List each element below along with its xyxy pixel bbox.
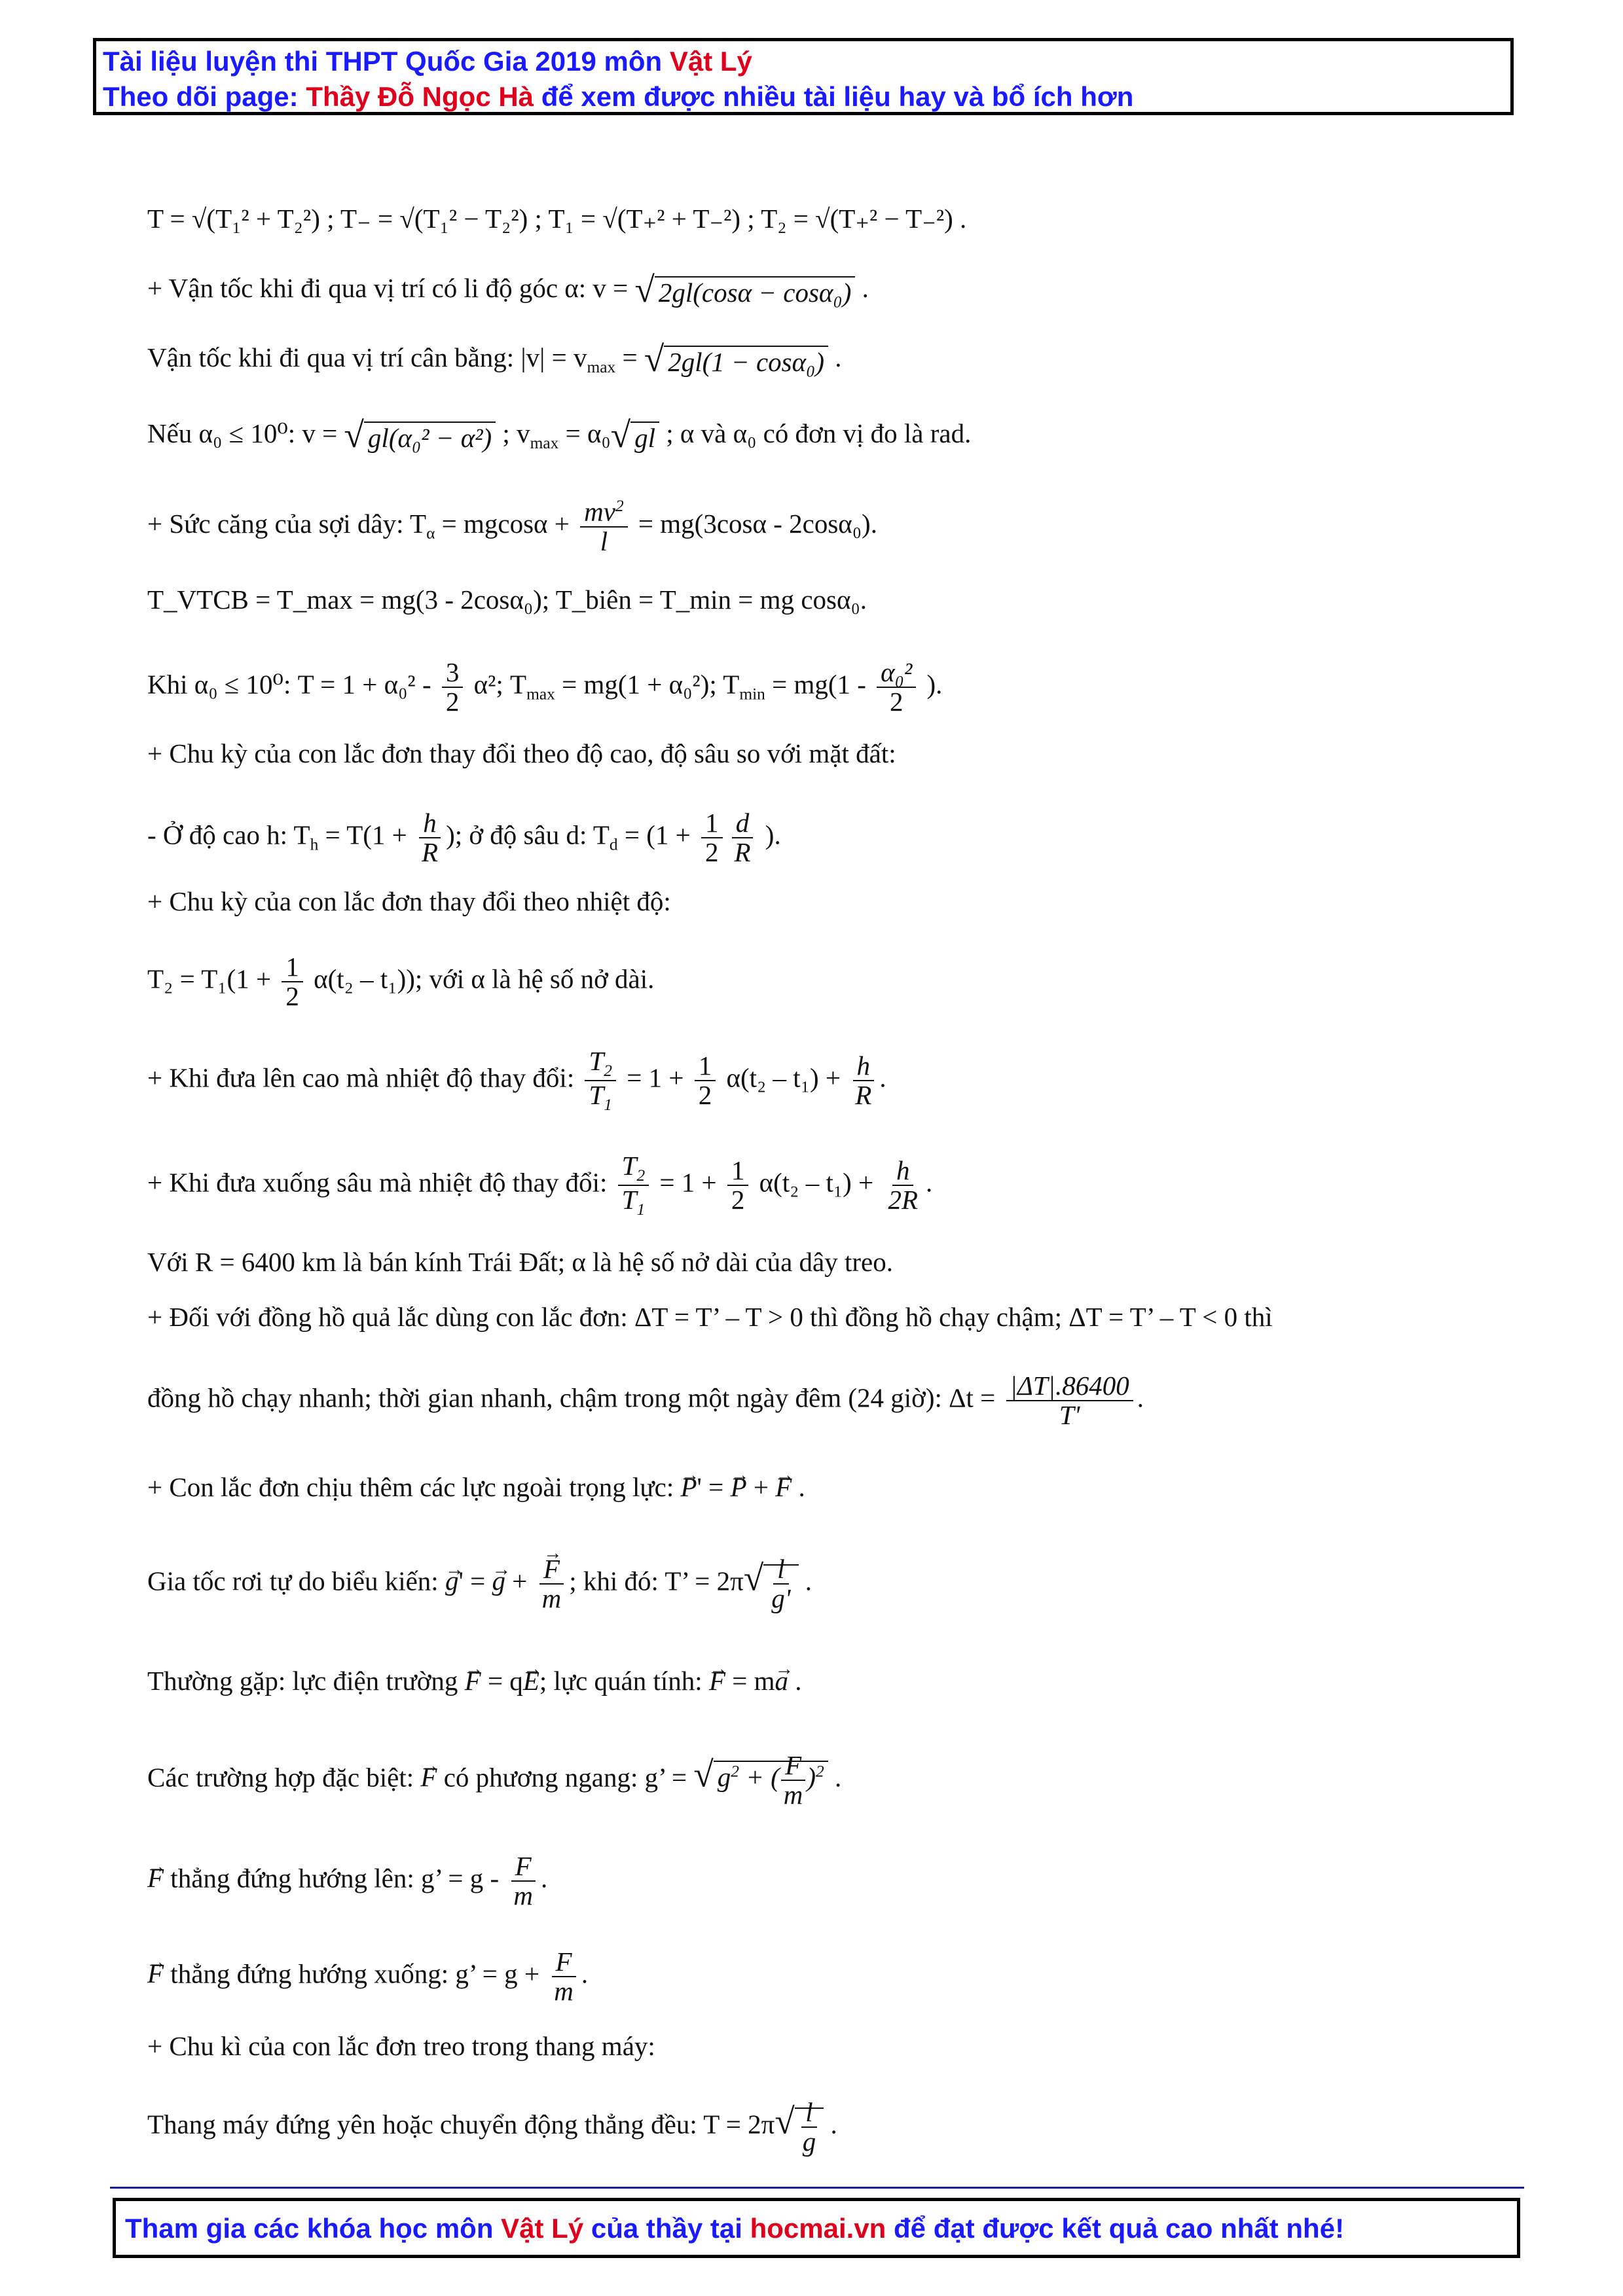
footer-divider	[110, 2187, 1524, 2189]
velocity-equilibrium: Vận tốc khi đi qua vị trí cân bằng: $|v| = v_{max}$ = √ 2gl(1 − cosα₀) .	[147, 338, 842, 379]
altitude-depth-formula: - Ở độ cao h: $T_h = T(1$ + $\frac{h}{R}$ ); ở độ sâu d: $T_d = (1$ + $\frac{1}{2}$ $\frac{d}{R}$ ).	[147, 808, 781, 868]
page-footer: Tham gia các khóa học môn Vật Lý của thầy tại hocmai.vn để đạt được kết quả cao nhất nhé!	[113, 2198, 1520, 2258]
apparent-gravity: Gia tốc rơi tự do biểu kiến: → g' = → g + → $\frac{F}{m}$ ; khi đó: T’ = 2π√ $\frac{l}{g'}$ .	[147, 1555, 812, 1613]
velocity-small-angle: Nếu α₀ ≤ 10⁰: v = √ gl(α₀² − α²) ; $v_{max} = \alpha_0√$ gl ; α và α₀ có đơn vị đo là rad.	[147, 414, 972, 455]
tension-small-angle: Khi α₀ ≤ 10⁰: T = 1 + α₀² - $\frac{3}{2}$ α²; $T_{max} = mg(1 + \alpha_0^2)$; $T_{min} = mg(1$ - $\frac{\text{α₀²}}{2}$ ).	[147, 657, 943, 717]
temperature-formula: T₂ = T₁(1 + $\frac{1}{2}$ α(t₂ – t₁)); với α là hệ số nở dài.	[147, 952, 655, 1012]
period-formulas: T = √(T₁² + T₂²) ; T₋ = √(T₁² − T₂²) ; T₁ = √(T₊² + T₋²) ; T₂ = √(T₊² − T₋²) .	[147, 204, 967, 234]
external-force-note: + Con lắc đơn chịu thêm các lực ngoài trọng lực: → P' = → P + → F .	[147, 1469, 805, 1505]
elevator-heading: + Chu kì của con lắc đơn treo trong thang máy:	[147, 2031, 655, 2061]
page-header	[93, 38, 1514, 115]
hocmai-link[interactable]: hocmai.vn	[750, 2213, 886, 2244]
elevator-rest-formula: Thang máy đứng yên hoặc chuyển động thẳng đều: T = 2π√ $\frac{l}{g}$ .	[147, 2097, 837, 2157]
header-line-2: Theo dõi page: Thầy Đỗ Ngọc Hà để xem được nhiều tài liệu hay và bổ ích hơn	[103, 81, 1134, 112]
altitude-depth-heading: + Chu kỳ của con lắc đơn thay đổi theo độ cao, độ sâu so với mặt đất:	[147, 738, 896, 768]
clock-note-1: + Đối với đồng hồ quả lắc dùng con lắc đơn: ΔT = T’ – T > 0 thì đồng hồ chạy chậm; ΔT = T’ – T < 0 thì	[147, 1302, 1273, 1332]
depth-temperature-formula: + Khi đưa xuống sâu mà nhiệt độ thay đổi: $\frac{T_2}{T_1}$ = 1 + $\frac{1}{2}$ α(t₂ – t₁) + $\frac{h}{2R}$ .	[147, 1151, 933, 1219]
horizontal-force-case: Các trường hợp đặc biệt: → F có phương ngang: g’ = √ $g^2$ + ( $\frac{F}{m}$ )$^2$ .	[147, 1751, 841, 1809]
altitude-temperature-formula: + Khi đưa lên cao mà nhiệt độ thay đổi: $\frac{T_2}{T_1}$ = 1 + $\frac{1}{2}$ α(t₂ – t₁) + $\frac{h}{R}$ .	[147, 1046, 886, 1115]
tension-extremes: T_VTCB = T_max = mg(3 - 2cosα₀); T_biên = T_min = mg cosα₀.	[147, 584, 867, 615]
header-line-1: Tài liệu luyện thi THPT Quốc Gia 2019 môn Vật Lý	[103, 46, 752, 77]
tension-formula: + Sức căng của sợi dây: $T_\alpha = mgcos\alpha$ + $\frac{mv^2}{l}$ = mg(3cosα - 2cosα₀).	[147, 496, 877, 556]
downward-force-case: → F thẳng đứng hướng xuống: g’ = g + $\frac{F}{m}$ .	[147, 1948, 588, 2005]
velocity-angle: + Vận tốc khi đi qua vị trí có li độ góc α: v = √ 2gl(cosα − cosα₀) .	[147, 269, 869, 310]
upward-force-case: → F thẳng đứng hướng lên: g’ = g - $\frac{F}{m}$ .	[147, 1852, 547, 1910]
earth-radius-note: Với R = 6400 km là bán kính Trái Đất; α là hệ số nở dài của dây treo.	[147, 1247, 893, 1277]
clock-note-2: đồng hồ chạy nhanh; thời gian nhanh, chậm trong một ngày đêm (24 giờ): Δt = $\frac{|\Delta T|.86400}{T'}$ .	[147, 1371, 1144, 1431]
common-forces: Thường gặp: lực điện trường → F = q→ E; lực quán tính: → F = m→ a .	[147, 1662, 802, 1699]
temperature-heading: + Chu kỳ của con lắc đơn thay đổi theo nhiệt độ:	[147, 886, 671, 916]
